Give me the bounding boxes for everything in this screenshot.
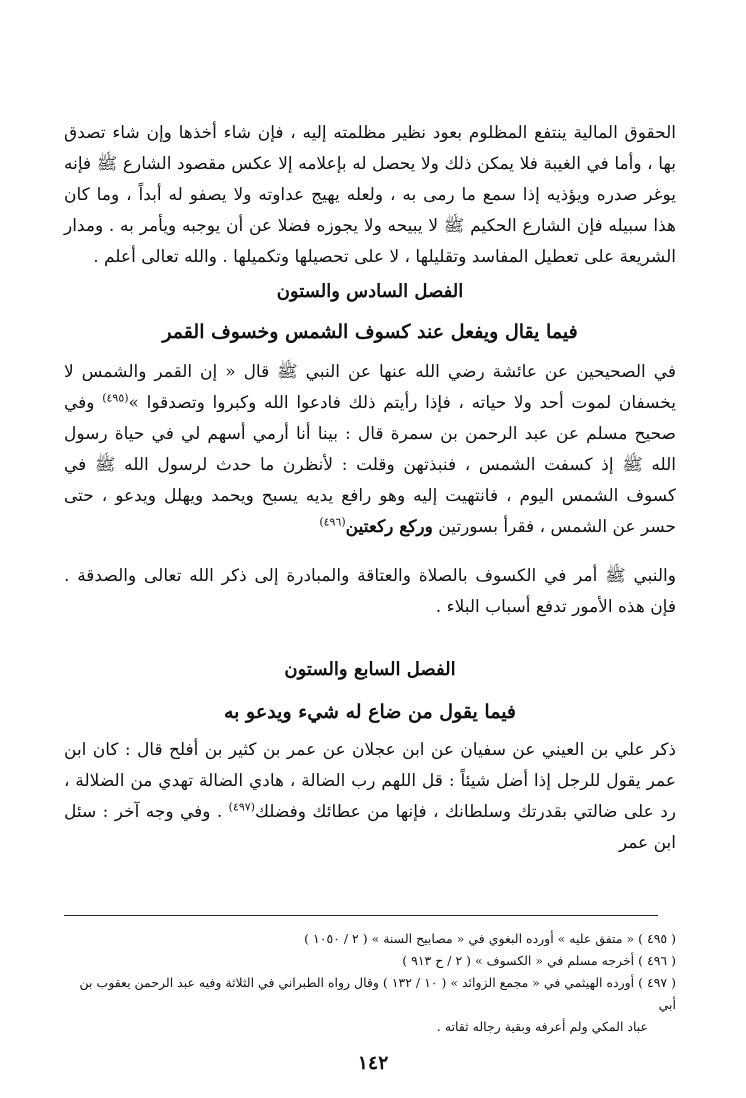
chapter-heading-67: الفصل السابع والستون <box>284 659 456 680</box>
footnote-497: ( ٤٩٧ ) أورده الهيثمي في « مجمع الزوائد » ( ١٠ / ١٣٢ ) وقال رواه الطبراني في الثلاثة وفيه عبد الرحمن يعقوب بن أبي <box>79 975 676 1012</box>
eclipse-text-c: وركع ركعتين <box>345 517 433 537</box>
lost-item-text-b: . وفي وجه آخر : سئل ابن عمر <box>64 802 676 853</box>
page-body <box>64 118 676 859</box>
footnote-496: ( ٤٩٦ ) أخرجه مسلم في « الكسوف » ( ٢ / ح ٩١٣ ) <box>402 953 676 968</box>
footnote-divider <box>64 915 658 916</box>
lost-item-text-a: ذكر علي بن العيني عن سفيان عن ابن عجلان عن عمر بن كثير بن أفلح قال : كان ابن عمر يقول للرجل إذا أضل شيئاً : قل اللهم رب الضالة ، هادي الضالة تهدي من الضلالة ، رد على ضالتي بقدرتك وسلطانك ، فإنها من عطائك وفضلك <box>64 740 676 822</box>
chapter-subtitle-66: فيما يقال ويفعل عند كسوف الشمس وخسوف القمر <box>162 321 578 343</box>
paragraph-lost-item <box>64 735 676 859</box>
eclipse-text-b: وفي صحيح مسلم عن عبد الرحمن بن سمرة قال : بينا أنا أرمي أسهم لي في حياة رسول الله ﷺ إذ كسفت الشمس ، فنبذتهن وقلت : لأنظرن ما حدث لرسول الله ﷺ في كسوف الشمس اليوم ، فانتهيت إليه وهو رافع يديه يسبح ويحمد ويهلل ويدعو ، حتى حسر عن الشمس ، فقرأ بسورتين <box>64 393 676 537</box>
paragraph-intro: الحقوق المالية ينتفع المظلوم بعود نظير مظلمته إليه ، فإن شاء أخذها وإن شاء تصدق بها ، وأما في الغيبة فلا يمكن ذلك ولا يحصل له بإعلامه إلا عكس مقصود الشارع ﷺ فإنه يوغر صدره ويؤذيه إذا سمع ما رمى به ، ولعله يهيج عداوته ولا يصفو له أبداً ، وما كان هذا سبيله فإن الشارع الحكيم ﷺ لا يبيحه ولا يجوزه فضلا عن أن يوجبه ويأمر به . ومدار الشريعة على تعطيل المفاسد وتقليلها ، لا على تحصيلها وتكميلها . والله تعالى أعلم . <box>64 123 676 267</box>
chapter-heading-66: الفصل السادس والستون <box>276 281 464 302</box>
footnotes <box>64 928 676 1038</box>
footnote-ref-495[interactable]: (٤٩٥) <box>102 391 129 405</box>
footnote-497-continued: عباد المكي ولم أعرفه وبقية رجاله ثقاته . <box>436 1019 648 1034</box>
eclipse-text-a: في الصحيحين عن عائشة رضي الله عنها عن النبي ﷺ قال « إن القمر والشمس لا يخسفان لموت أحد ولا حياته ، فإذا رأيتم ذلك فادعوا الله وكبروا وتصدقوا » <box>64 362 676 413</box>
paragraph-eclipse <box>64 357 676 543</box>
footnote-ref-496[interactable]: (٤٩٦) <box>319 515 346 529</box>
page-number: ١٤٢ <box>357 1052 389 1074</box>
chapter-subtitle-67: فيما يقول من ضاع له شيء ويدعو به <box>223 701 517 723</box>
footnote-495: ( ٤٩٥ ) « متفق عليه » أورده البغوي في « مصابيح السنة » ( ٢ / ١٠٥٠ ) <box>304 931 676 946</box>
footnote-ref-497[interactable]: (٤٩٧) <box>228 800 255 814</box>
paragraph-eclipse-ruling: والنبي ﷺ أمر في الكسوف بالصلاة والعتاقة والمبادرة إلى ذكر الله تعالى والصدقة . فإن هذه الأمور تدفع أسباب البلاء . <box>64 566 676 617</box>
